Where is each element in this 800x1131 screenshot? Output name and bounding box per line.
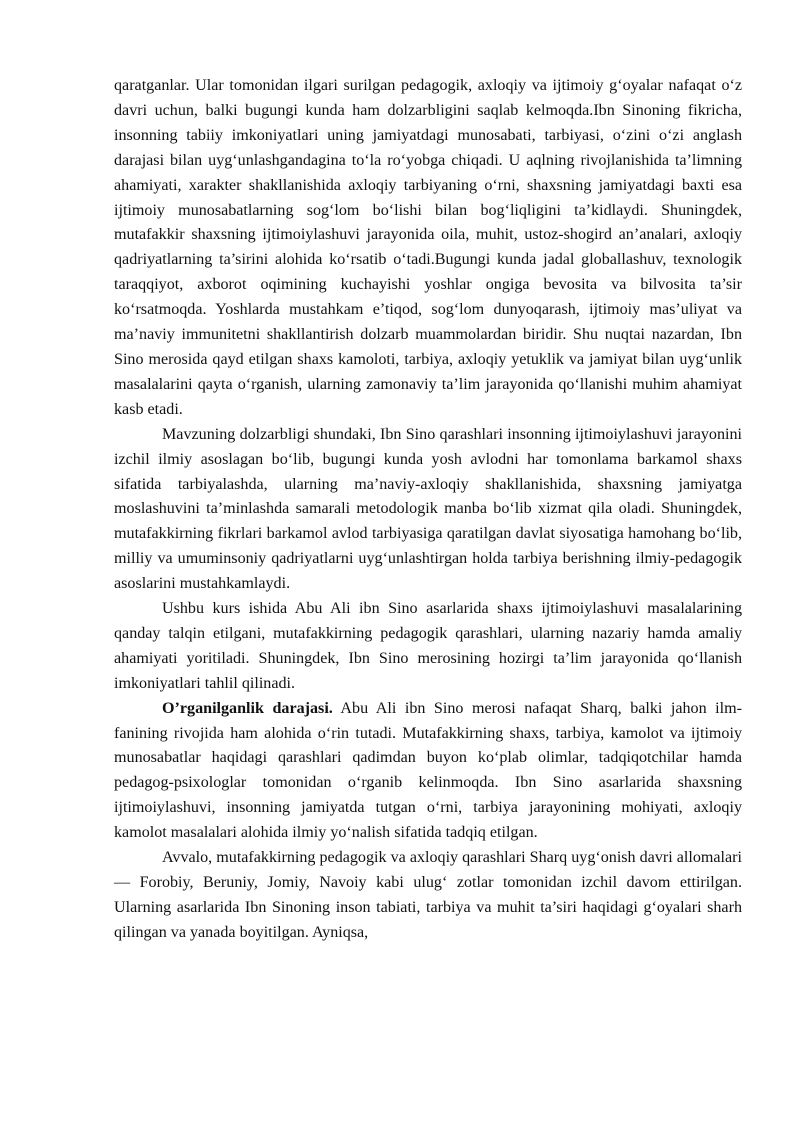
paragraph-4 xyxy=(114,697,742,846)
document-page xyxy=(114,74,742,946)
paragraph-1-text: qaratganlar. Ular tomonidan ilgari surilgan pedagogik, axloqiy va ijtimoiy g‘oyalar nafaqat o‘z davri uchun, balki bugungi kunda ham dolzarbligini saqlab kelmoqda.Ibn Sinoning fikricha, insonning tabiiy imkoniyatlari uning jamiyatdagi munosabati, tarbiyasi, o‘zini o‘zi anglash darajasi bilan uyg‘unlashgandagina to‘la ro‘yobga chiqadi. U aqlning rivojlanishida ta’limning ahamiyati, xarakter shakllanishida axloqiy tarbiyaning o‘rni, shaxsning jamiyatdagi baxti esa ijtimoiy munosabatlarning sog‘lom bo‘lishi bilan bog‘liqligini ta’kidlaydi. Shuningdek, mutafakkir shaxsning ijtimoiylashuvi jarayonida oila, muhit, ustoz-shogird an’analari, axloqiy qadriyatlarning ta’sirini alohida ko‘rsatib o‘tadi.Bugungi kunda jadal globallashuv, texnologik taraqqiyot, axborot oqimining kuchayishi yoshlar ongiga bevosita va bilvosita ta’sir ko‘rsatmoqda. Yoshlarda mustahkam e’tiqod, sog‘lom dunyoqarash, ijtimoiy mas’uliyat va ma’naviy immunitetni shakllantirish dolzarb muammolardan biridir. Shu nuqtai nazardan, Ibn Sino merosida qayd etilgan shaxs kamoloti, tarbiya, axloqiy yetuklik va jamiyat bilan uyg‘unlik masalalarini qayta o‘rganish, ularning zamonaviy ta’lim jarayonida qo‘llanishi muhim ahamiyat kasb etadi. xyxy=(114,77,742,418)
section-heading-organilganlik: O’rganilganlik darajasi. xyxy=(162,699,333,717)
paragraph-4-text: Abu Ali ibn Sino merosi nafaqat Sharq, balki jahon ilm-fanining rivojida ham alohida o‘rin tutadi. Mutafakkirning shaxs, tarbiya, kamolot va ijtimoiy munosabatlar haqidagi qarashlari qadimdan buyon ko‘plab olimlar, tadqiqotchilar hamda pedagog-psixologlar tomonidan o‘rganib kelinmoqda. Ibn Sino asarlarida shaxsning ijtimoiylashuvi, insonning jamiyatda tutgan o‘rni, tarbiya jarayonining mohiyati, axloqiy kamolot masalalari alohida ilmiy yo‘nalish sifatida tadqiq etilgan. xyxy=(114,699,742,842)
paragraph-3-text: Ushbu kurs ishida Abu Ali ibn Sino asarlarida shaxs ijtimoiylashuvi masalalarining qanday talqin etilgani, mutafakkirning pedagogik qarashlari, ularning nazariy hamda amaliy ahamiyati yoritiladi. Shuningdek, Ibn Sino merosining hozirgi ta’lim jarayonida qo‘llanish imkoniyatlari tahlil qilinadi. xyxy=(114,600,742,692)
paragraph-2 xyxy=(114,423,742,597)
paragraph-3 xyxy=(114,597,742,697)
paragraph-5 xyxy=(114,846,742,946)
paragraph-5-text: Avvalo, mutafakkirning pedagogik va axloqiy qarashlari Sharq uyg‘onish davri allomalari — Forobiy, Beruniy, Jomiy, Navoiy kabi ulug‘ zotlar tomonidan izchil davom ettirilgan. Ularning asarlarida Ibn Sinoning inson tabiati, tarbiya va muhit ta’siri haqidagi g‘oyalari sharh qilingan va yanada boyitilgan. Ayniqsa, xyxy=(114,849,742,941)
paragraph-1 xyxy=(114,74,742,423)
paragraph-2-text: Mavzuning dolzarbligi shundaki, Ibn Sino qarashlari insonning ijtimoiylashuvi jarayonini izchil ilmiy asoslagan bo‘lib, bugungi kunda yosh avlodni har tomonlama barkamol shaxs sifatida tarbiyalashda, ularning ma’naviy-axloqiy shakllanishida, shaxsning jamiyatga moslashuvini ta’minlashda samarali metodologik manba bo‘lib xizmat qila oladi. Shuningdek, mutafakkirning fikrlari barkamol avlod tarbiyasiga qaratilgan davlat siyosatiga hamohang bo‘lib, milliy va umuminsoniy qadriyatlarni uyg‘unlashtirgan holda tarbiya berishning ilmiy-pedagogik asoslarini mustahkamlaydi. xyxy=(114,425,742,593)
